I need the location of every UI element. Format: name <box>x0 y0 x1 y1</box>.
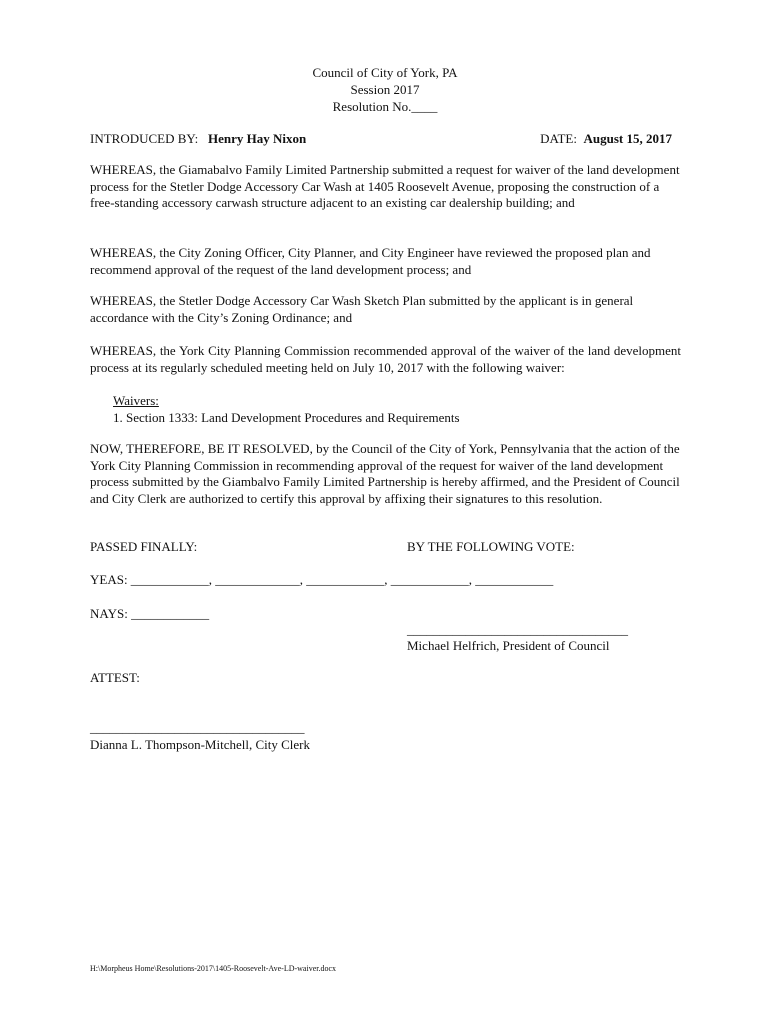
resolution-date <box>540 130 672 147</box>
clerk-name: Dianna L. Thompson-Mitchell, City Clerk <box>90 737 311 752</box>
waivers-list <box>113 393 460 426</box>
waiver-item: 1. Section 1333: Land Development Procedures and Requirements <box>113 409 460 425</box>
resolved-paragraph: NOW, THEREFORE, BE IT RESOLVED, by the Council of the City of York, Pennsylvania that the action of the York City Planning Commission in recommending approval of the request for waiver of the land development process submitted by the Giambalvo Family Limited Partnership is hereby affirmed, and the President of Council and City Clerk are authorized to certify this approval by affixing their signatures to this resolution. <box>90 441 680 506</box>
president-name: Michael Helfrich, President of Council <box>407 638 610 653</box>
introduced-by-label: INTRODUCED BY: <box>90 131 199 146</box>
introduced-by-name: Henry Hay Nixon <box>207 131 307 146</box>
whereas-paragraph-4: WHEREAS, the York City Planning Commission recommended approval of the waiver of the land development process at its regularly scheduled meeting held on July 10, 2017 with the following waiver: <box>90 343 681 375</box>
session-title: Session 2017 <box>350 82 420 97</box>
date-value: August 15, 2017 <box>583 131 672 146</box>
resolution-header <box>0 64 770 115</box>
introduced-by <box>90 130 306 147</box>
waivers-heading: Waivers: <box>113 393 159 408</box>
date-label: DATE: <box>540 131 577 146</box>
whereas-paragraph-1: WHEREAS, the Giamabalvo Family Limited Partnership submitted a request for waiver of the land development process for the Stetler Dodge Accessory Car Wash at 1405 Roosevelt Avenue, proposing the construction of a free-standing accessory carwash structure adjacent to an existing car dealership building; and <box>90 162 680 210</box>
by-vote-label: BY THE FOLLOWING VOTE: <box>407 539 575 554</box>
whereas-paragraph-2: WHEREAS, the City Zoning Officer, City Planner, and City Engineer have reviewed the proposed plan and recommend approval of the request of the land development process; and <box>90 245 651 277</box>
president-signature-line: __________________________________ <box>407 622 628 637</box>
passed-finally-label: PASSED FINALLY: <box>90 539 198 554</box>
nays-line: NAYS: ____________ <box>90 606 210 621</box>
file-path-footer: H:\Morpheus Home\Resolutions-2017\1405-Roosevelt-Ave-LD-waiver.docx <box>90 964 337 973</box>
council-title: Council of City of York, PA <box>312 65 458 80</box>
attest-label: ATTEST: <box>90 670 140 685</box>
yeas-line: YEAS: ____________, _____________, ____________, ____________, ____________ <box>90 572 554 587</box>
whereas-paragraph-3: WHEREAS, the Stetler Dodge Accessory Car Wash Sketch Plan submitted by the applicant is in general accordance with the City’s Zoning Ordinance; and <box>90 293 634 325</box>
resolution-number: Resolution No.____ <box>332 99 438 114</box>
clerk-signature-line: _________________________________ <box>90 720 305 735</box>
